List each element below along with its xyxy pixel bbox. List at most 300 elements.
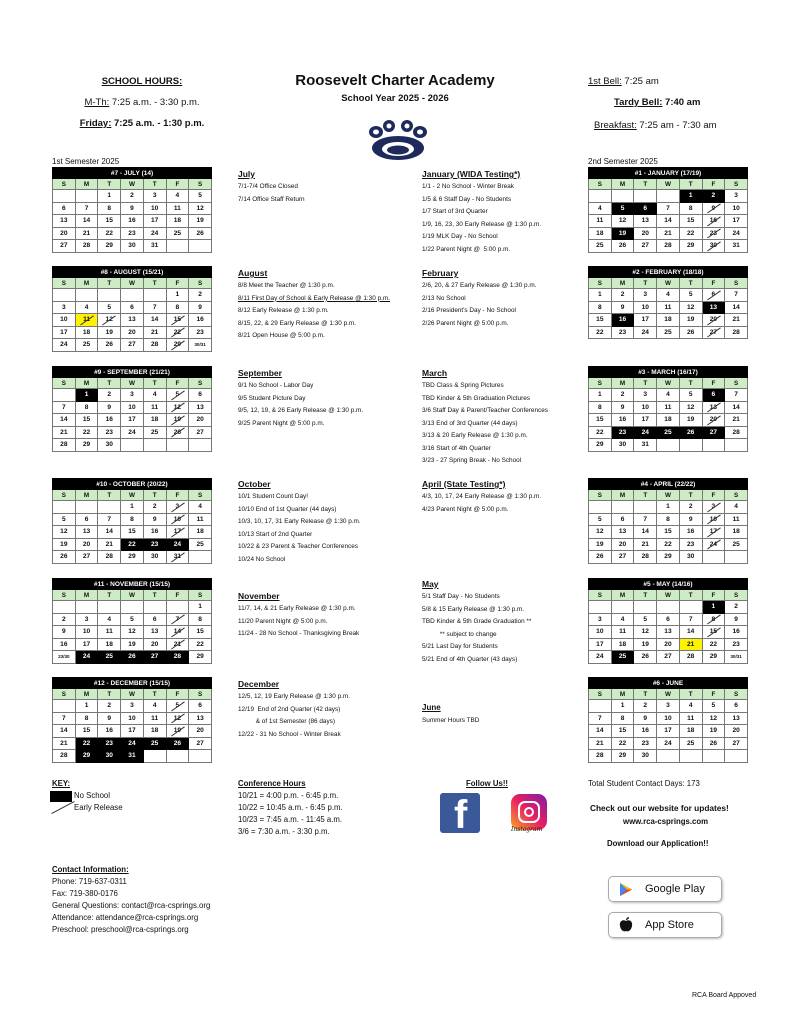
calendar-day: 13 <box>143 626 166 639</box>
calendar-day: 1 <box>702 601 725 614</box>
calendar-day: 8 <box>589 301 612 314</box>
day-header: F <box>166 590 189 601</box>
events-heading: April (State Testing*) <box>422 479 506 489</box>
calendar-day: 9 <box>611 401 634 414</box>
calendar-day: 9 <box>679 513 702 526</box>
calendar-day <box>75 601 98 614</box>
day-header: W <box>657 378 680 389</box>
calendar-day: 19 <box>53 538 76 551</box>
events-feb <box>422 267 536 330</box>
day-header: T <box>98 278 121 289</box>
calendar-day: 20 <box>702 414 725 427</box>
event-item: 12/19 End of 2nd Quarter (42 days) <box>238 705 341 713</box>
calendar-day: 2 <box>143 501 166 514</box>
day-header: M <box>611 378 634 389</box>
calendar-day: 8 <box>75 401 98 414</box>
calendar-title: #9 - SEPTEMBER (21/21) <box>53 367 212 378</box>
calendar-day: 14 <box>589 725 612 738</box>
calendar-day: 11 <box>75 314 98 327</box>
day-header: F <box>702 590 725 601</box>
calendar-day: 3 <box>725 190 748 203</box>
calendar-day: 31 <box>725 240 748 253</box>
calendar-day: 10 <box>166 513 189 526</box>
calendar-day: 10 <box>121 401 144 414</box>
calendar-day: 2 <box>98 389 121 402</box>
calendar-day: 28 <box>53 439 76 452</box>
calendar-day: 14 <box>725 301 748 314</box>
event-item: 10/1 Student Count Day! <box>238 493 308 500</box>
calendar-day: 25 <box>98 651 121 664</box>
event-item: 5/1 Staff Day - No Students <box>422 593 500 600</box>
event-item: 11/20 Parent Night @ 5:00 p.m. <box>238 617 328 625</box>
event-item: 4/3, 10, 17, 24 Early Release @ 1:30 p.m. <box>422 493 542 500</box>
calendar-day: 20 <box>143 638 166 651</box>
day-header: S <box>189 179 212 190</box>
calendar-day: 27 <box>702 426 725 439</box>
event-item: 8/21 Open House @ 5:00 p.m. <box>238 332 325 339</box>
calendar-day: 21 <box>166 638 189 651</box>
contact-fax: Fax: 719-380-0176 <box>52 889 118 898</box>
day-header: F <box>166 689 189 700</box>
calendar-day: 18 <box>143 414 166 427</box>
calendar-day <box>53 700 76 713</box>
calendar-day: 23 <box>121 227 144 240</box>
event-item: 9/25 Parent Night @ 5:00 p.m. <box>238 419 325 427</box>
day-header: W <box>121 278 144 289</box>
calendar-day <box>143 750 166 763</box>
event-item: 7/14 Office Staff Return <box>238 195 305 203</box>
calendar-day <box>634 190 657 203</box>
calendar-day: 29 <box>121 551 144 564</box>
day-header: S <box>589 179 612 190</box>
day-header: S <box>725 179 748 190</box>
calendar-day: 1 <box>189 601 212 614</box>
event-item: 8/11 First Day of School & Early Release @ 1:30 p.m. <box>238 294 390 302</box>
calendar-day: 6 <box>75 513 98 526</box>
instagram-label: Instagram <box>511 826 543 833</box>
events-heading: July <box>238 169 256 179</box>
conference-line: 10/23 = 7:45 a.m. - 11:45 a.m. <box>238 815 343 824</box>
breakfast: Breakfast: 7:25 am - 7:30 am <box>594 120 717 131</box>
events-heading: February <box>422 268 459 278</box>
calendar-day: 27 <box>634 240 657 253</box>
day-header: M <box>75 278 98 289</box>
event-item: 1/7 Start of 3rd Quarter <box>422 208 488 215</box>
calendar-day <box>166 439 189 452</box>
calendar-day: 28 <box>143 339 166 352</box>
events-heading: May <box>422 579 439 589</box>
calendar-day: 25 <box>725 538 748 551</box>
calendar-day: 27 <box>189 737 212 750</box>
calendar-day: 8 <box>121 513 144 526</box>
calendar-day: 15 <box>657 526 680 539</box>
calendar-day: 1 <box>166 289 189 302</box>
calendar-day: 16 <box>702 215 725 228</box>
day-header: T <box>679 490 702 501</box>
calendar-day: 9 <box>53 626 76 639</box>
calendar-day: 17 <box>634 314 657 327</box>
calendar-day: 1 <box>611 700 634 713</box>
calendar-day <box>53 190 76 203</box>
events-jan <box>422 168 541 256</box>
calendar-title: #6 - JUNE <box>589 678 748 689</box>
day-header: M <box>75 378 98 389</box>
calendar-day: 31 <box>166 551 189 564</box>
calendar-may <box>588 578 748 664</box>
calendar-day: 1 <box>589 289 612 302</box>
calendar-day: 18 <box>657 314 680 327</box>
calendar-day: 16 <box>634 725 657 738</box>
calendar-day <box>98 289 121 302</box>
calendar-day: 5 <box>166 389 189 402</box>
calendar-day: 13 <box>189 401 212 414</box>
day-header: S <box>725 490 748 501</box>
calendar-day: 23 <box>634 737 657 750</box>
calendar-day: 29 <box>611 750 634 763</box>
calendar-day: 30 <box>121 240 144 253</box>
calendar-day: 17 <box>143 215 166 228</box>
calendar-day: 7 <box>53 712 76 725</box>
calendar-day <box>143 289 166 302</box>
calendar-day <box>657 750 680 763</box>
calendar-day <box>121 601 144 614</box>
event-item: TBD Kinder & 5th Graduation Pictures <box>422 394 530 402</box>
calendar-day: 13 <box>657 626 680 639</box>
calendar-day: 21 <box>53 426 76 439</box>
calendar-day: 18 <box>98 638 121 651</box>
calendar-day: 13 <box>702 401 725 414</box>
google-play-button[interactable]: Google Play <box>608 876 722 902</box>
calendar-day: 9 <box>634 712 657 725</box>
calendar-day <box>589 190 612 203</box>
day-header: M <box>611 689 634 700</box>
calendar-day: 3 <box>657 700 680 713</box>
calendar-day: 14 <box>53 414 76 427</box>
calendar-day: 3 <box>589 613 612 626</box>
calendar-day: 5 <box>589 513 612 526</box>
calendar-day: 22 <box>679 227 702 240</box>
calendar-day: 27 <box>725 737 748 750</box>
calendar-day: 20 <box>121 326 144 339</box>
calendar-day: 4 <box>657 389 680 402</box>
calendar-day: 4 <box>657 289 680 302</box>
calendar-day: 8 <box>98 202 121 215</box>
calendar-day: 19 <box>611 227 634 240</box>
calendar-day: 25 <box>611 651 634 664</box>
day-header: T <box>143 490 166 501</box>
event-item: 2/26 Parent Night @ 5:00 p.m. <box>422 319 509 327</box>
calendar-title: #2 - FEBRUARY (18/18) <box>589 267 748 278</box>
google-play-icon <box>619 882 633 897</box>
event-item: 10/24 No School <box>238 555 286 563</box>
calendar-day: 17 <box>634 414 657 427</box>
day-header: T <box>98 490 121 501</box>
contact-general[interactable]: General Questions: contact@rca-csprings.org <box>52 901 211 910</box>
calendar-day: 12 <box>98 314 121 327</box>
day-header: T <box>143 590 166 601</box>
facebook-icon[interactable]: f <box>440 793 480 833</box>
calendar-day: 7 <box>166 613 189 626</box>
calendar-day: 2 <box>611 289 634 302</box>
bell-times <box>588 76 728 131</box>
day-header: S <box>589 490 612 501</box>
calendar-day: 10 <box>634 401 657 414</box>
board-approved: RCA Board Appoved <box>692 992 757 999</box>
contact-preschool[interactable]: Preschool: preschool@rca-csprings.org <box>52 925 189 934</box>
calendar-day <box>53 501 76 514</box>
events-heading: October <box>238 479 271 489</box>
day-header: T <box>634 590 657 601</box>
calendar-day: 20 <box>75 538 98 551</box>
calendar-day: 15 <box>679 215 702 228</box>
calendar-day: 11 <box>611 626 634 639</box>
calendar-day: 12 <box>702 712 725 725</box>
calendar-day: 19 <box>189 215 212 228</box>
calendar-day <box>679 750 702 763</box>
calendar-day: 23 <box>98 426 121 439</box>
calendar-title: #1 - JANUARY (17/19) <box>589 168 748 179</box>
calendar-day: 29 <box>189 651 212 664</box>
calendar-day: 26 <box>611 240 634 253</box>
day-header: W <box>657 490 680 501</box>
calendar-day: 25 <box>143 426 166 439</box>
calendar-day: 25 <box>657 326 680 339</box>
calendar-day <box>143 601 166 614</box>
calendar-day: 4 <box>166 190 189 203</box>
calendar-title: #7 - JULY (14) <box>53 168 212 179</box>
calendar-day: 10 <box>657 712 680 725</box>
calendar-day: 19 <box>121 638 144 651</box>
calendar-day: 29 <box>75 439 98 452</box>
website-message: Check out our website for updates! <box>590 803 729 813</box>
calendar-day: 19 <box>589 538 612 551</box>
day-header: M <box>75 490 98 501</box>
calendar-day: 28 <box>725 426 748 439</box>
calendar-day: 11 <box>166 202 189 215</box>
day-header: S <box>725 378 748 389</box>
calendar-day: 4 <box>725 501 748 514</box>
calendar-day: 15 <box>98 215 121 228</box>
calendar-nov <box>52 578 212 664</box>
day-header: S <box>53 278 76 289</box>
paw-logo-icon <box>360 118 436 162</box>
day-header: T <box>679 179 702 190</box>
calendar-jan <box>588 167 748 253</box>
calendar-day: 6 <box>634 202 657 215</box>
calendar-day <box>121 289 144 302</box>
school-year: School Year 2025 - 2026 <box>341 93 449 104</box>
calendar-day: 4 <box>75 301 98 314</box>
event-item: 10/13 Start of 2nd Quarter <box>238 530 313 538</box>
day-header: M <box>75 689 98 700</box>
calendar-day: 29 <box>589 439 612 452</box>
calendar-day: 22 <box>189 638 212 651</box>
day-header: S <box>53 590 76 601</box>
calendar-day: 6 <box>143 613 166 626</box>
calendar-day: 28 <box>634 551 657 564</box>
calendar-feb <box>588 266 748 339</box>
event-item: 3/13 & 20 Early Release @ 1:30 p.m. <box>422 432 528 439</box>
calendar-day: 25 <box>589 240 612 253</box>
calendar-day: 6 <box>611 513 634 526</box>
calendar-day: 19 <box>98 326 121 339</box>
calendar-day: 23/30 <box>53 651 76 664</box>
event-item: 2/16 President's Day - No School <box>422 307 516 314</box>
event-item: 1/1 - 2 No School - Winter Break <box>422 183 514 190</box>
calendar-day: 14 <box>657 215 680 228</box>
calendar-day: 2 <box>189 289 212 302</box>
calendar-day <box>611 601 634 614</box>
calendar-day: 17 <box>702 526 725 539</box>
day-header: F <box>702 278 725 289</box>
calendar-day: 29 <box>679 240 702 253</box>
calendar-day: 30 <box>679 551 702 564</box>
calendar-day: 27 <box>121 339 144 352</box>
calendar-day: 11 <box>98 626 121 639</box>
calendar-day: 13 <box>634 215 657 228</box>
calendar-day: 12 <box>679 401 702 414</box>
conference-title: Conference Hours <box>238 779 306 788</box>
calendar-day: 12 <box>53 526 76 539</box>
calendar-day: 3 <box>634 289 657 302</box>
calendar-day <box>611 501 634 514</box>
event-item: & of 1st Semester (86 days) <box>238 718 335 725</box>
calendar-day: 21 <box>657 227 680 240</box>
calendar-day: 3 <box>166 501 189 514</box>
calendar-day: 1 <box>75 700 98 713</box>
events-may <box>422 578 531 666</box>
calendar-day: 10 <box>75 626 98 639</box>
calendar-day <box>725 439 748 452</box>
calendar-day: 26 <box>189 227 212 240</box>
calendar-day: 5 <box>189 190 212 203</box>
calendar-day: 7 <box>143 301 166 314</box>
event-item: 11/7, 14, & 21 Early Release @ 1:30 p.m. <box>238 605 356 612</box>
day-header: W <box>121 378 144 389</box>
calendar-day: 29 <box>657 551 680 564</box>
day-header: M <box>611 590 634 601</box>
calendar-day: 5 <box>98 301 121 314</box>
conference-line: 10/21 = 4:00 p.m. - 6:45 p.m. <box>238 791 339 800</box>
contact-attendance[interactable]: Attendance: attendance@rca-csprings.org <box>52 913 199 922</box>
calendar-day: 4 <box>189 501 212 514</box>
day-header: S <box>589 590 612 601</box>
calendar-day: 26 <box>166 426 189 439</box>
contact-title: Contact Information: <box>52 865 129 874</box>
calendar-day: 17 <box>657 725 680 738</box>
website-link[interactable]: www.rca-csprings.com <box>623 817 709 826</box>
calendar-day: 19 <box>166 725 189 738</box>
calendar-day: 2 <box>611 389 634 402</box>
calendar-day: 24 <box>657 737 680 750</box>
calendar-day: 9 <box>189 301 212 314</box>
calendar-day <box>143 439 166 452</box>
calendar-day: 9 <box>121 202 144 215</box>
calendar-day: 8 <box>166 301 189 314</box>
calendar-day: 5 <box>702 700 725 713</box>
mth-hours: M-Th: 7:25 a.m. - 3:30 p.m. <box>84 97 200 108</box>
day-header: W <box>121 689 144 700</box>
calendar-day <box>53 601 76 614</box>
events-apr <box>422 478 541 516</box>
calendar-day: 11 <box>679 712 702 725</box>
calendar-day: 1 <box>657 501 680 514</box>
calendar-day: 16 <box>189 314 212 327</box>
day-header: M <box>611 490 634 501</box>
calendar-aug <box>52 266 212 352</box>
calendar-day <box>98 601 121 614</box>
calendar-day: 15 <box>611 725 634 738</box>
calendar-day: 21 <box>75 227 98 240</box>
calendar-day: 24 <box>121 737 144 750</box>
calendar-day: 7 <box>679 613 702 626</box>
day-header: T <box>98 378 121 389</box>
day-header: F <box>166 378 189 389</box>
calendar-day: 16 <box>53 638 76 651</box>
key-title: KEY: <box>52 779 71 788</box>
calendar-day: 22 <box>75 737 98 750</box>
calendar-day: 15 <box>75 725 98 738</box>
calendar-day: 16 <box>725 626 748 639</box>
calendar-day: 14 <box>634 526 657 539</box>
calendar-day: 12 <box>121 626 144 639</box>
calendar-dec <box>52 677 212 763</box>
calendar-day: 19 <box>679 414 702 427</box>
calendar-day: 5 <box>53 513 76 526</box>
calendar-day: 21 <box>98 538 121 551</box>
day-header: M <box>611 179 634 190</box>
day-header: F <box>702 378 725 389</box>
calendar-day: 26 <box>634 651 657 664</box>
event-item: 5/21 Last Day for Students <box>422 643 498 650</box>
calendar-day: 2 <box>679 501 702 514</box>
day-header: W <box>657 278 680 289</box>
calendar-day: 16 <box>98 414 121 427</box>
calendar-day: 13 <box>189 712 212 725</box>
calendar-day: 1 <box>98 190 121 203</box>
day-header: F <box>702 490 725 501</box>
calendar-day <box>589 700 612 713</box>
app-store-button[interactable]: App Store <box>608 912 722 938</box>
calendar-day: 10 <box>634 301 657 314</box>
day-header: S <box>589 278 612 289</box>
calendar-day: 14 <box>725 401 748 414</box>
day-header: S <box>189 689 212 700</box>
calendar-day: 7 <box>98 513 121 526</box>
calendar-day: 18 <box>143 725 166 738</box>
events-heading: December <box>238 679 280 689</box>
calendar-day: 16 <box>611 314 634 327</box>
calendar-day: 1 <box>589 389 612 402</box>
calendar-day: 17 <box>589 638 612 651</box>
key-no-school: No School <box>52 790 123 802</box>
calendar-day: 12 <box>589 526 612 539</box>
calendar-day: 30 <box>611 439 634 452</box>
day-header: S <box>189 490 212 501</box>
instagram-icon[interactable] <box>511 794 547 830</box>
calendar-day: 22 <box>75 426 98 439</box>
calendar-title: #12 - DECEMBER (15/15) <box>53 678 212 689</box>
day-header: S <box>725 590 748 601</box>
calendar-day: 15 <box>589 314 612 327</box>
calendar-day <box>189 240 212 253</box>
event-item: 1/9, 16, 23, 30 Early Release @ 1:30 p.m. <box>422 220 542 228</box>
day-header: T <box>98 689 121 700</box>
calendar-day: 24 <box>725 227 748 240</box>
day-header: W <box>657 179 680 190</box>
day-header: M <box>75 179 98 190</box>
calendar-day: 10 <box>53 314 76 327</box>
